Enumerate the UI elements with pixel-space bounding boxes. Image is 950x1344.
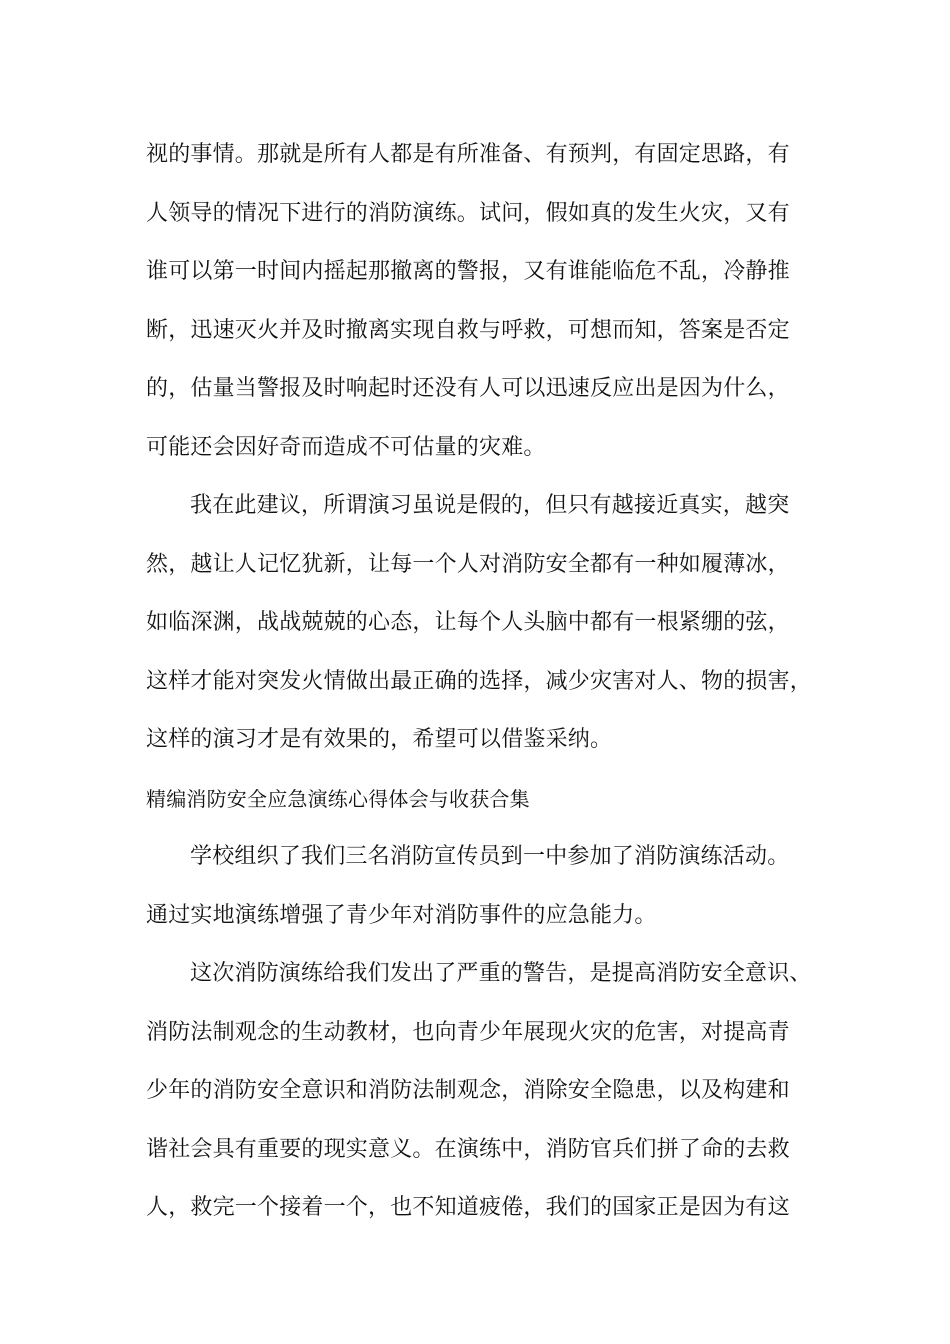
text-line: 人，救完一个接着一个，也不知道疲倦，我们的国家正是因为有这 (146, 1195, 790, 1220)
text-line: 人领导的情况下进行的消防演练。试问，假如真的发生火灾，又有 (146, 200, 790, 226)
text-line: 这样的演习才是有效果的，希望可以借鉴采纳。 (146, 727, 613, 752)
text-line: 学校组织了我们三名消防宣传员到一中参加了消防演练活动。 (190, 844, 790, 869)
text-line: 消防法制观念的生动教材，也向青少年展现火灾的危害，对提高青 (146, 1019, 790, 1045)
document-page (146, 126, 826, 1238)
text-line: 这次消防演练给我们发出了严重的警告，是提高消防安全意识、 (190, 961, 812, 986)
text-line: 我在此建议，所谓演习虽说是假的，但只有越接近真实，越突 (190, 493, 790, 518)
text-line: 视的事情。那就是所有人都是有所准备、有预判，有固定思路，有 (146, 142, 790, 167)
text-line: 然，越让人记忆犹新，让每一个人对消防安全都有一种如履薄冰， (146, 551, 790, 577)
section-heading: 精编消防安全应急演练心得体会与收获合集 (146, 786, 530, 811)
text-line: 这样才能对突发火情做出最正确的选择，减少灾害对人、物的损害， (146, 668, 813, 694)
text-line: 少年的消防安全意识和消防法制观念，消除安全隐患，以及构建和 (146, 1078, 790, 1103)
text-line: 断，迅速灭火并及时撤离实现自救与呼救，可想而知，答案是否定 (146, 317, 790, 343)
text-line: 如临深渊，战战兢兢的心态，让每个人头脑中都有一根紧绷的弦， (146, 610, 790, 635)
text-line: 谁可以第一时间内摇起那撤离的警报，又有谁能临危不乱，冷静推 (146, 259, 790, 284)
text-line: 的，估量当警报及时响起时还没有人可以迅速反应出是因为什么， (146, 376, 790, 401)
text-line: 通过实地演练增强了青少年对消防事件的应急能力。 (146, 902, 657, 928)
text-line: 可能还会因好奇而造成不可估量的灾难。 (146, 434, 546, 460)
text-line: 谐社会具有重要的现实意义。在演练中，消防官兵们拼了命的去救 (146, 1136, 790, 1162)
